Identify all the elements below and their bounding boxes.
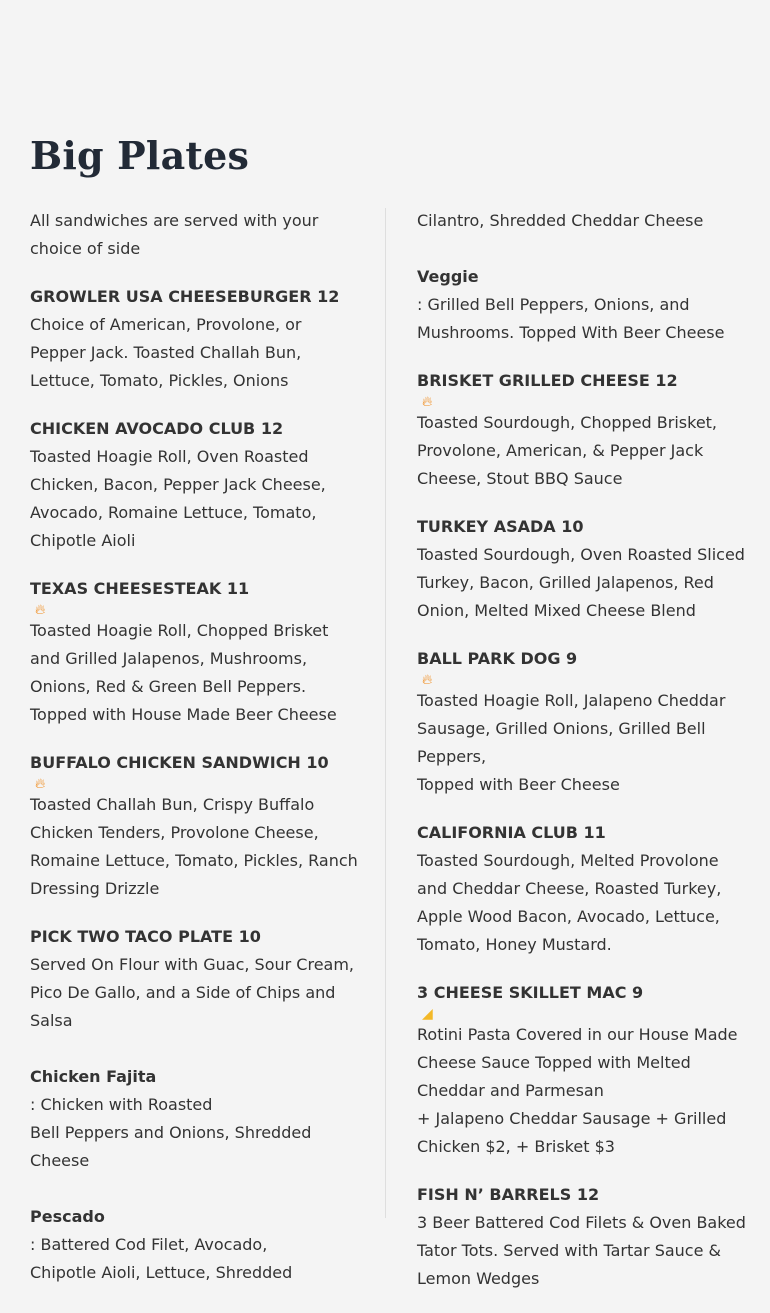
- fire-icon: 🔥︎: [422, 672, 433, 688]
- menu-item-name: 3 CHEESE SKILLET MAC 9: [417, 983, 644, 1002]
- menu-item-name: TURKEY ASADA 10: [417, 517, 584, 536]
- menu-item: FISH N’ BARRELS 12 3 Beer Battered Cod Filets & Oven Baked Tator Tots. Served with Tartar Sauce & Lemon Wedges: [417, 1181, 747, 1293]
- menu-item: BALL PARK DOG 9 🔥︎ Toasted Hoagie Roll, Jalapeno Cheddar Sausage, Grilled Onions, Grilled Bell Peppers, Topped with Beer Cheese: [417, 645, 747, 799]
- menu-item: BUFFALO CHICKEN SANDWICH 10 🔥︎ Toasted Challah Bun, Crispy Buffalo Chicken Tenders, Provolone Cheese, Romaine Lettuce, Tomato, Pickles, Ranch Dressing Drizzle: [30, 749, 360, 903]
- fire-icon: 🔥︎: [35, 776, 46, 792]
- menu-item: CHICKEN AVOCADO CLUB 12 Toasted Hoagie Roll, Oven Roasted Chicken, Bacon, Pepper Jack Cheese, Avocado, Romaine Lettuce, Tomato, Chipotle Aioli: [30, 415, 360, 555]
- menu-item: BRISKET GRILLED CHEESE 12 🔥︎ Toasted Sourdough, Chopped Brisket, Provolone, American, & Pepper Jack Cheese, Stout BBQ Sauce: [417, 367, 747, 493]
- taco-option-name: Chicken Fajita: [30, 1067, 157, 1086]
- menu-column-right: [417, 207, 747, 1313]
- menu-item-name: TEXAS CHEESESTEAK 11: [30, 579, 250, 598]
- menu-item: 3 CHEESE SKILLET MAC 9 ◢ Rotini Pasta Covered in our House Made Cheese Sauce Topped with Melted Cheddar and Parmesan + Jalapeno Cheddar Sausage + Grilled Chicken $2, + Brisket $3: [417, 979, 747, 1161]
- menu-item-name: BRISKET GRILLED CHEESE 12: [417, 371, 678, 390]
- fire-icon: 🔥︎: [35, 602, 46, 618]
- menu-item-name: FISH N’ BARRELS 12: [417, 1185, 600, 1204]
- column-divider: [385, 208, 386, 1218]
- intro-text: All sandwiches are served with your choice of side: [30, 211, 319, 258]
- taco-option: Pescado : Battered Cod Filet, Avocado, Chipotle Aioli, Lettuce, Shredded: [30, 1207, 293, 1282]
- cheese-icon: ◢: [422, 1006, 433, 1022]
- page-title: Big Plates: [30, 133, 250, 178]
- menu-item: TURKEY ASADA 10 Toasted Sourdough, Oven Roasted Sliced Turkey, Bacon, Grilled Jalapenos, Red Onion, Melted Mixed Cheese Blend: [417, 513, 747, 625]
- menu-column-left: [30, 207, 360, 1307]
- taco-option-name: Veggie: [417, 267, 479, 286]
- menu-item: CALIFORNIA CLUB 11 Toasted Sourdough, Melted Provolone and Cheddar Cheese, Roasted Turkey, Apple Wood Bacon, Avocado, Lettuce, Tomato, Honey Mustard.: [417, 819, 747, 959]
- taco-option: Veggie : Grilled Bell Peppers, Onions, and Mushrooms. Topped With Beer Cheese: [417, 267, 725, 342]
- menu-item: TEXAS CHEESESTEAK 11 🔥︎ Toasted Hoagie Roll, Chopped Brisket and Grilled Jalapenos, Mushrooms, Onions, Red & Green Bell Peppers. Topped with House Made Beer Cheese: [30, 575, 360, 729]
- fire-icon: 🔥︎: [422, 394, 433, 410]
- taco-option: Chicken Fajita : Chicken with Roasted Bell Peppers and Onions, Shredded Cheese: [30, 1067, 312, 1170]
- menu-item-name: CALIFORNIA CLUB 11: [417, 823, 606, 842]
- menu-item-name: GROWLER USA CHEESEBURGER 12: [30, 287, 340, 306]
- menu-item-name: PICK TWO TACO PLATE 10: [30, 927, 261, 946]
- menu-item: GROWLER USA CHEESEBURGER 12 Choice of American, Provolone, or Pepper Jack. Toasted Challah Bun, Lettuce, Tomato, Pickles, Onions: [30, 283, 360, 395]
- menu-item: PICK TWO TACO PLATE 10 Served On Flour with Guac, Sour Cream, Pico De Gallo, and a Side of Chips and Salsa: [30, 923, 360, 1035]
- menu-item-name: BALL PARK DOG 9: [417, 649, 578, 668]
- taco-option-continued: Cilantro, Shredded Cheddar Cheese: [417, 211, 704, 230]
- taco-option-name: Pescado: [30, 1207, 105, 1226]
- menu-item-name: CHICKEN AVOCADO CLUB 12: [30, 419, 284, 438]
- menu-item-name: BUFFALO CHICKEN SANDWICH 10: [30, 753, 329, 772]
